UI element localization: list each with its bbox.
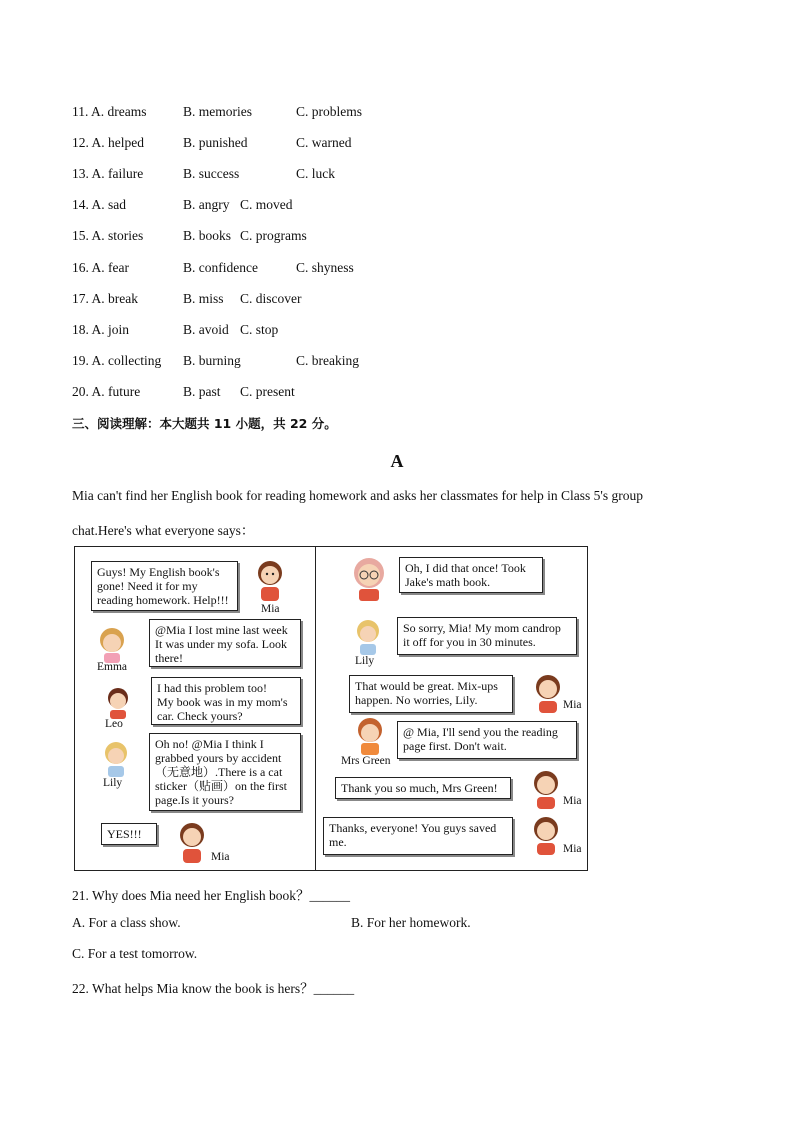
- option-a: 12. A. helped: [72, 135, 144, 151]
- chat-bubble-lily-2: So sorry, Mia! My mom candrop it off for you in 30 minutes.: [397, 617, 577, 655]
- option-c: C. luck: [296, 166, 335, 182]
- passage-title: A: [390, 451, 404, 471]
- option-c: C. problems: [296, 104, 362, 119]
- option-b: B. burning: [183, 352, 241, 368]
- intro-line-2: chat.Here's what everyone says：: [72, 523, 255, 538]
- option-a: 15. A. stories: [72, 228, 144, 244]
- chat-bubble-mia-1: Guys! My English book's gone! Need it for my reading homework. Help!!!: [91, 561, 238, 611]
- chat-bubble-jake: Oh, I did that once! Took Jake's math book.: [399, 557, 543, 593]
- chat-bubble-mia-3: Thank you so much, Mrs Green!: [335, 777, 511, 799]
- emma-avatar-icon: [95, 625, 129, 663]
- chat-bubble-lily: Oh no! @Mia I think I grabbed yours by accident （无意地）.There is a cat sticker（贴画）on the first page.Is it yours?: [149, 733, 301, 811]
- option-a: 14. A. sad: [72, 197, 126, 213]
- option-c: C. moved: [240, 197, 293, 213]
- option-b: B. miss: [183, 290, 224, 306]
- chat-bubble-mia-2: That would be great. Mix-ups happen. No worries, Lily.: [349, 675, 513, 713]
- name-label: Mia: [563, 843, 582, 855]
- mia-avatar-icon: [529, 813, 563, 855]
- leo-avatar-icon: [103, 685, 133, 719]
- question-21: 21. Why does Mia need her English book？______: [72, 888, 350, 903]
- chat-bubble-mia-yes: YES!!!: [101, 823, 157, 845]
- option-b: B. punished: [183, 135, 248, 151]
- q21-option-a: A. For a class show.: [72, 915, 181, 930]
- group-chat-illustration: [74, 546, 588, 871]
- mia-avatar-icon: [529, 767, 563, 809]
- mia-avatar-icon: [531, 671, 565, 713]
- option-b: B. avoid: [183, 321, 229, 337]
- option-c: C. present: [240, 383, 295, 399]
- option-c: C. stop: [240, 321, 279, 337]
- intro-line-1: Mia can't find her English book for reading homework and asks her classmates for help in Class 5's group: [72, 488, 643, 503]
- mrs-green-avatar-icon: [353, 715, 387, 755]
- option-a: 19. A. collecting: [72, 352, 162, 368]
- option-a: 18. A. join: [72, 321, 130, 337]
- q21-option-c: C. For a test tomorrow.: [72, 946, 198, 961]
- lily-avatar-icon: [101, 739, 131, 777]
- option-c: C. warned: [296, 135, 352, 151]
- option-c: C. shyness: [296, 259, 354, 275]
- chat-divider: [315, 547, 316, 870]
- option-b: B. success: [183, 166, 240, 182]
- q21-option-b: B. For her homework.: [351, 915, 471, 930]
- name-label: Lily: [355, 655, 375, 667]
- option-a: 16. A. fear: [72, 259, 129, 275]
- chat-bubble-emma: @Mia I lost mine last week It was under my sofa. Look there!: [149, 619, 301, 667]
- option-a: 17. A. break: [72, 290, 138, 306]
- option-b: B. books: [183, 228, 232, 244]
- option-b: B. memories: [183, 104, 252, 119]
- name-label: Mrs Green: [341, 755, 391, 767]
- chat-bubble-mrs-green: @ Mia, I'll send you the reading page first. Don't wait.: [397, 721, 577, 759]
- option-c: C. discover: [240, 290, 302, 306]
- section-heading: 三、阅读理解：本大题共 11 小题，共 22 分。: [72, 416, 337, 431]
- jake-avatar-icon: [349, 553, 389, 601]
- option-a: 20. A. future: [72, 383, 141, 399]
- chat-bubble-leo: I had this problem too! My book was in my mom's car. Check yours?: [151, 677, 301, 725]
- option-b: B. angry: [183, 197, 230, 213]
- option-c: C. programs: [240, 228, 307, 244]
- option-c: C. breaking: [296, 352, 359, 368]
- mia-avatar-icon: [175, 819, 209, 863]
- chat-bubble-mia-4: Thanks, everyone! You guys saved me.: [323, 817, 513, 855]
- name-label: Leo: [105, 718, 123, 730]
- option-a: 13. A. failure: [72, 166, 144, 182]
- name-label: Mia: [563, 699, 582, 711]
- name-label: Mia: [211, 851, 230, 863]
- name-label: Emma: [97, 661, 128, 673]
- mia-avatar-icon: [253, 557, 287, 603]
- option-b: B. confidence: [183, 259, 258, 275]
- option-a: 11. A. dreams: [72, 104, 147, 119]
- option-b: B. past: [183, 383, 221, 399]
- name-label: Lily: [103, 777, 123, 789]
- lily-avatar-icon: [353, 617, 383, 655]
- name-label: Mia: [261, 603, 280, 615]
- name-label: Mia: [563, 795, 582, 807]
- question-22: 22. What helps Mia know the book is hers？______: [72, 981, 355, 996]
